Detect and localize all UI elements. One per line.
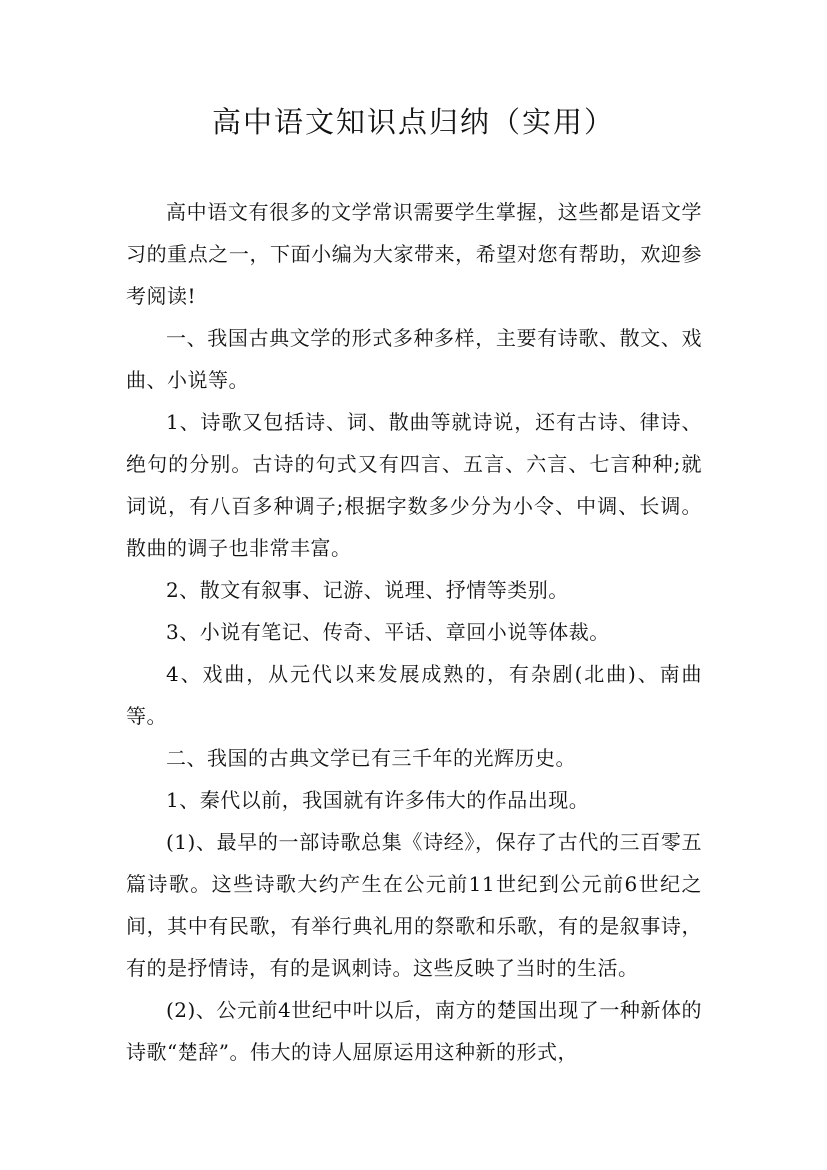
paragraph-shijing: (1)、最早的一部诗歌总集《诗经》，保存了古代的三百零五篇诗歌。这些诗歌大约产生在公元前11世纪到公元前6世纪之间，其中有民歌，有举行典礼用的祭歌和乐歌，有的是叙事诗，有的是抒情诗，有的是讽刺诗。这些反映了当时的生活。	[126, 830, 702, 980]
paragraph-fiction: 3、小说有笔记、传奇、平话、章回小说等体裁。	[166, 620, 610, 644]
paragraph-intro: 高中语文有很多的文学常识需要学生掌握，这些都是语文学习的重点之一，下面小编为大家带来，希望对您有帮助，欢迎参考阅读!	[126, 200, 702, 308]
paragraph-poetry: 1、诗歌又包括诗、词、散曲等就诗说，还有古诗、律诗、绝句的分别。古诗的句式又有四言、五言、六言、七言种种;就词说，有八百多种调子;根据字数多少分为小令、中调、长调。散曲的调子也非常丰富。	[126, 410, 702, 560]
document-title: 高中语文知识点归纳（实用）	[211, 105, 615, 139]
paragraph-prose: 2、散文有叙事、记游、说理、抒情等类别。	[166, 578, 569, 602]
paragraph-pre-qin: 1、秦代以前，我国就有许多伟大的作品出现。	[166, 788, 590, 812]
paragraph-section-2: 二、我国的古典文学已有三千年的光辉历史。	[166, 746, 576, 770]
paragraph-section-1: 一、我国古典文学的形式多种多样，主要有诗歌、散文、戏曲、小说等。	[126, 326, 702, 392]
paragraph-chuci: (2)、公元前4世纪中叶以后，南方的楚国出现了一种新体的诗歌“楚辞”。伟大的诗人屈原运用这种新的形式，	[126, 998, 702, 1064]
document-body	[126, 191, 702, 1073]
paragraph-drama: 4、戏曲，从元代以来发展成熟的，有杂剧(北曲)、南曲等。	[126, 662, 702, 728]
